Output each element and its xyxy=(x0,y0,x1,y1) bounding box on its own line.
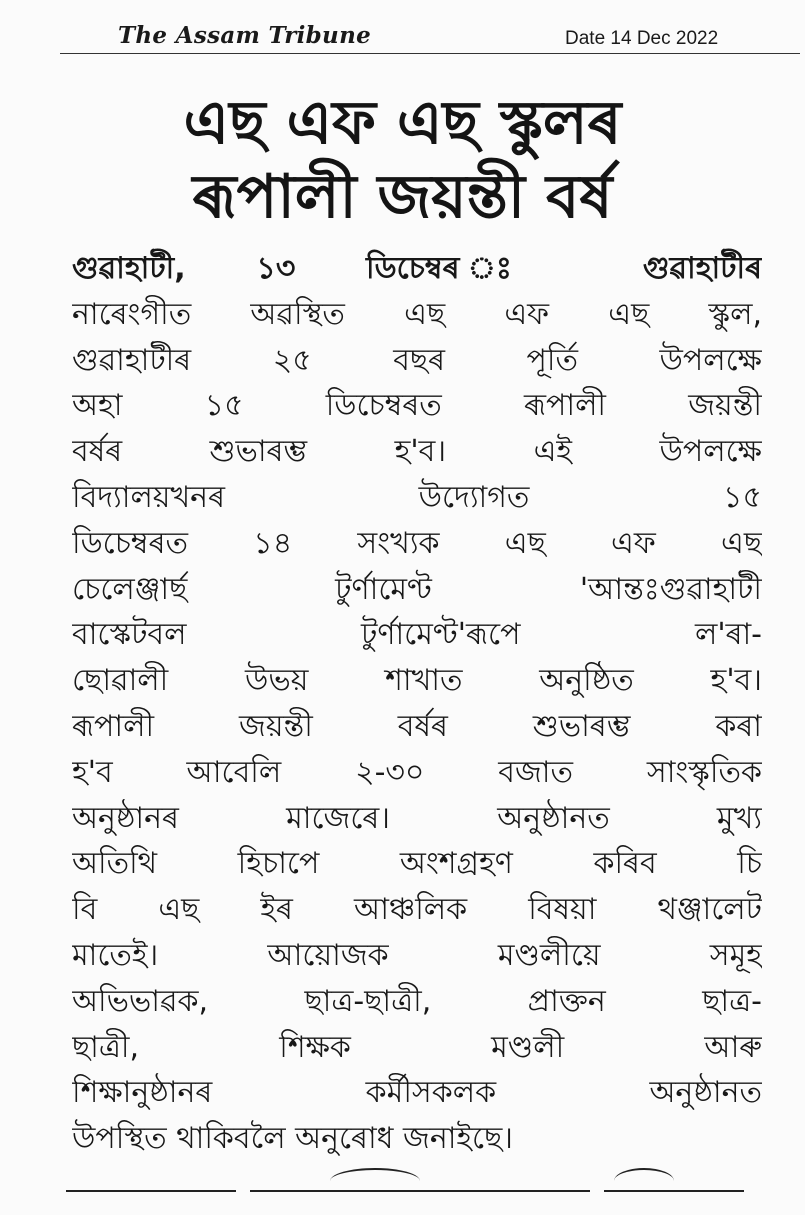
article-line: চেলেঞ্জাৰ্ছ টুৰ্ণামেণ্ট 'আন্তঃগুৱাহাটী xyxy=(72,571,762,607)
article-line: অতিথি হিচাপে অংশগ্ৰহণ কৰিব চি xyxy=(72,846,762,882)
article-line: বাস্কেটবল টুৰ্ণামেণ্ট'ৰূপে ল'ৰা- xyxy=(72,617,762,653)
article-line: ডিচেম্বৰত ১৪ সংখ্যক এছ এফ এছ xyxy=(72,525,762,561)
article-line: ছাত্ৰী, শিক্ষক মণ্ডলী আৰু xyxy=(72,1029,762,1065)
next-article-ink-fragment xyxy=(330,1168,420,1194)
article-line: ছোৱালী উভয় শাখাত অনুষ্ঠিত হ'ব। xyxy=(72,663,762,699)
article-line: গুৱাহাটীৰ ২৫ বছৰ পূৰ্তি উপলক্ষে xyxy=(72,342,762,378)
article-line: অহা ১৫ ডিচেম্বৰত ৰূপালী জয়ন্তী xyxy=(72,388,762,424)
article-line: অভিভাৱক, ছাত্ৰ-ছাত্ৰী, প্ৰাক্তন ছাত্ৰ- xyxy=(72,983,762,1019)
article-line: বিদ্যালয়খনৰ উদ্যোগত ১৫ xyxy=(72,479,762,515)
article-line: বৰ্ষৰ শুভাৰম্ভ হ'ব। এই উপলক্ষে xyxy=(72,434,762,470)
next-article-ink-fragment xyxy=(614,1168,674,1194)
footer-rule xyxy=(66,1190,236,1192)
publication-name: The Assam Tribune xyxy=(118,22,372,49)
article-line: উপস্থিত থাকিবলৈ অনুৰোধ জনাইছে। xyxy=(72,1121,514,1157)
article-line: হ'ব আবেলি ২-৩০ বজাত সাংস্কৃতিক xyxy=(72,754,762,790)
article-body xyxy=(72,246,762,1162)
article-line: গুৱাহাটী, ১৩ ডিচেম্বৰ ঃ গুৱাহাটীৰ xyxy=(72,251,762,286)
article-line: বি এছ ইৰ আঞ্চলিক বিষয়া থঞ্জালেট xyxy=(72,892,762,928)
article-line: শিক্ষানুষ্ঠানৰ কৰ্মীসকলক অনুষ্ঠানত xyxy=(72,1075,762,1111)
article-line: মাতেই। আয়োজক মণ্ডলীয়ে সমূহ xyxy=(72,937,762,973)
masthead-rule xyxy=(60,53,800,54)
headline-line-2: ৰূপালী জয়ন্তী বৰ্ষ xyxy=(192,162,613,232)
article-line: অনুষ্ঠানৰ মাজেৰে। অনুষ্ঠানত মুখ্য xyxy=(72,800,762,836)
publication-date: Date 14 Dec 2022 xyxy=(565,28,719,49)
article-line: ৰূপালী জয়ন্তী বৰ্ষৰ শুভাৰম্ভ কৰা xyxy=(72,708,762,744)
footer-rule xyxy=(250,1190,590,1192)
article-line: নাৰেংগীত অৱস্থিত এছ এফ এছ স্কুল, xyxy=(72,296,762,332)
headline-line-1: এছ এফ এছ স্কুলৰ xyxy=(183,88,622,158)
